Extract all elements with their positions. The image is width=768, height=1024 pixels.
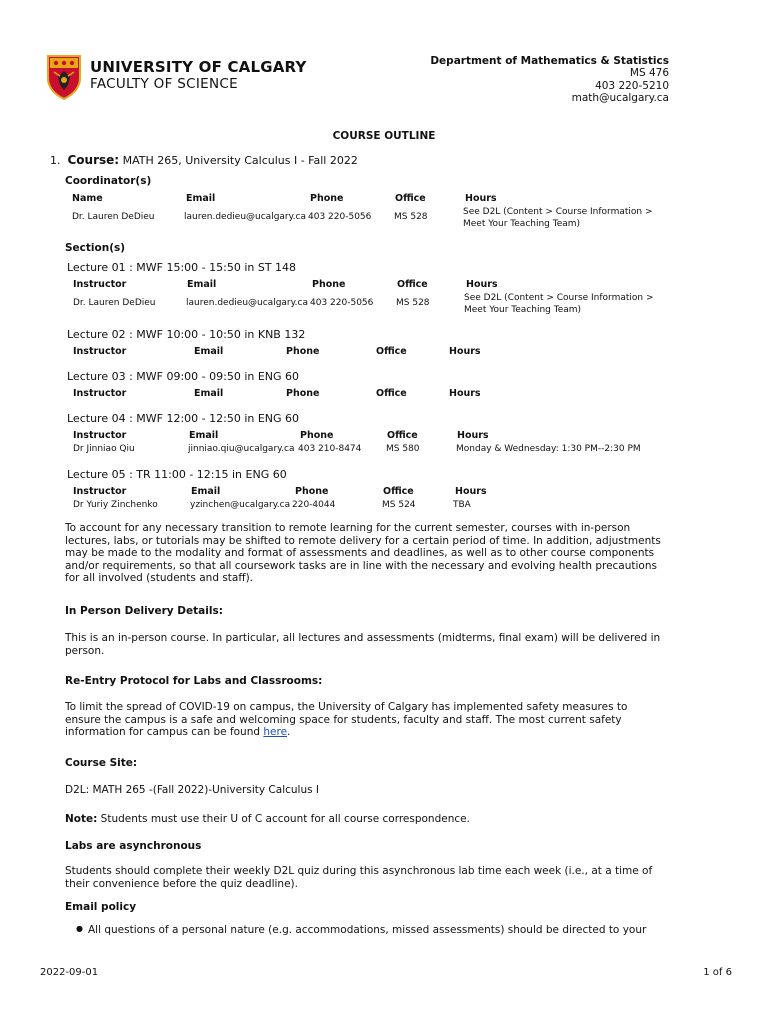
department-phone: 403 220-5210 (595, 79, 669, 92)
lec1-phone: 403 220-5056 (310, 298, 374, 308)
lec4-office: MS 580 (386, 444, 420, 454)
lec1-header-office: Office (397, 279, 428, 290)
coordinator-hours-line1: See D2L (Content > Course Information > (463, 207, 653, 217)
lec2-header-instructor: Instructor (73, 346, 127, 357)
reentry-line: To limit the spread of COVID-19 on campus, the University of Calgary has implemented safety measures to (65, 701, 628, 713)
coordinator-name: Dr. Lauren DeDieu (72, 212, 155, 222)
lec3-header-email: Email (194, 388, 224, 399)
lec2-header-office: Office (376, 346, 407, 357)
university-crest-logo (46, 54, 82, 100)
lec4-header-hours: Hours (457, 430, 489, 441)
email-policy-bullet: All questions of a personal nature (e.g. accommodations, missed assessments) should be directed to your (88, 924, 647, 936)
note-label: Note: (65, 813, 98, 825)
university-name: UNIVERSITY OF CALGARY (90, 58, 307, 76)
lecture-03-title: Lecture 03 : MWF 09:00 - 09:50 in ENG 60 (67, 370, 300, 383)
department-office: MS 476 (629, 67, 669, 80)
lec4-header-email: Email (189, 430, 219, 441)
lec5-phone: 220-4044 (292, 500, 336, 510)
lec5-header-hours: Hours (455, 486, 487, 497)
transition-line: for all involved (students and staff). (65, 572, 254, 584)
footer-date: 2022-09-01 (40, 967, 99, 978)
department-contact (430, 55, 669, 105)
lec4-instructor: Dr Jinniao Qiu (73, 444, 135, 454)
bullet-icon: ● (76, 924, 83, 933)
lec2-header-phone: Phone (286, 346, 320, 357)
note-line (65, 813, 470, 825)
lec3-header-hours: Hours (449, 388, 481, 399)
department-name: Department of Mathematics & Statistics (430, 55, 669, 67)
lec1-email: lauren.dedieu@ucalgary.ca (186, 298, 308, 308)
lecture-04-title: Lecture 04 : MWF 12:00 - 12:50 in ENG 60 (67, 412, 300, 425)
lec1-office: MS 528 (396, 298, 430, 308)
lec1-header-email: Email (187, 279, 217, 290)
coordinator-hours-line2: Meet Your Teaching Team) (463, 219, 581, 229)
labs-line: their convenience before the quiz deadline). (65, 877, 298, 890)
course-site-heading: Course Site: (65, 757, 138, 769)
faculty-name: FACULTY OF SCIENCE (90, 76, 238, 92)
here-link[interactable]: here (263, 726, 288, 738)
lec5-header-phone: Phone (295, 486, 329, 497)
section-number: 1. (50, 154, 61, 167)
lec4-header-phone: Phone (300, 430, 334, 441)
lec5-header-email: Email (191, 486, 221, 497)
note-text: Students must use their U of C account for all course correspondence. (97, 813, 470, 825)
lec1-hours-line2: Meet Your Teaching Team) (464, 305, 582, 315)
transition-paragraph (65, 522, 669, 585)
in-person-heading: In Person Delivery Details: (65, 605, 223, 617)
lec3-header-office: Office (376, 388, 407, 399)
lec4-header-office: Office (387, 430, 418, 441)
transition-line: To account for any necessary transition to remote learning for the current semester, courses with in-person (65, 522, 631, 534)
lec1-header-instructor: Instructor (73, 279, 127, 290)
lec5-email: yzinchen@ucalgary.ca (190, 500, 291, 510)
course-label: Course: (67, 153, 120, 167)
email-policy-heading: Email policy (65, 901, 137, 913)
col-header-name: Name (72, 193, 103, 204)
col-header-office: Office (395, 193, 426, 204)
transition-line: lectures, labs, or tutorials may be shifted to remote delivery for a certain period of time. In addition, adjustments (65, 534, 661, 547)
reentry-line3-end: . (287, 726, 291, 738)
col-header-email: Email (186, 193, 216, 204)
course-line (50, 153, 358, 167)
reentry-paragraph (65, 701, 669, 739)
transition-line: and/or requirements, so that all coursework tasks are in line with the necessary and evolving health precautions (65, 559, 657, 572)
coordinator-phone: 403 220-5056 (308, 212, 372, 222)
lec5-hours: TBA (453, 500, 471, 510)
transition-line: may be made to the modality and format of assessments and deadlines, as well as to other course components (65, 547, 655, 559)
page-title: COURSE OUTLINE (332, 130, 436, 142)
lec5-office: MS 524 (382, 500, 416, 510)
coordinator-email: lauren.dedieu@ucalgary.ca (184, 212, 306, 222)
lec1-header-hours: Hours (466, 279, 498, 290)
labs-line: Students should complete their weekly D2L quiz during this asynchronous lab time each week (i.e., at a time of (65, 865, 653, 877)
course-site-value: D2L: MATH 265 -(Fall 2022)-University Calculus I (65, 784, 320, 796)
lec2-header-hours: Hours (449, 346, 481, 357)
lecture-05-title: Lecture 05 : TR 11:00 - 12:15 in ENG 60 (67, 468, 287, 481)
lec4-header-instructor: Instructor (73, 430, 127, 441)
lec5-instructor: Dr Yuriy Zinchenko (73, 500, 158, 510)
lec1-instructor: Dr. Lauren DeDieu (73, 298, 156, 308)
lec1-hours-line1: See D2L (Content > Course Information > (464, 293, 654, 303)
sections-heading: Section(s) (65, 242, 126, 254)
lec3-header-instructor: Instructor (73, 388, 127, 399)
labs-paragraph (65, 865, 669, 890)
lecture-02-title: Lecture 02 : MWF 10:00 - 10:50 in KNB 132 (67, 328, 306, 341)
lec5-header-instructor: Instructor (73, 486, 127, 497)
department-email: math@ucalgary.ca (571, 92, 669, 105)
lec4-email: jinniao.qiu@ucalgary.ca (188, 444, 295, 454)
lec4-hours: Monday & Wednesday: 1:30 PM--2:30 PM (456, 444, 641, 454)
labs-heading: Labs are asynchronous (65, 840, 202, 852)
lec4-phone: 403 210-8474 (298, 444, 362, 454)
coordinators-heading: Coordinator(s) (65, 175, 152, 187)
lec2-header-email: Email (194, 346, 224, 357)
col-header-phone: Phone (310, 193, 344, 204)
lec3-header-phone: Phone (286, 388, 320, 399)
reentry-line3-text: information for campus can be found (65, 726, 264, 738)
in-person-line: This is an in-person course. In particular, all lectures and assessments (midterms, final exam) will be delivered in (65, 632, 661, 644)
coordinator-office: MS 528 (394, 212, 428, 222)
reentry-line: ensure the campus is a safe and welcoming space for students, faculty and staff. The most current safety (65, 713, 622, 726)
page-number: 1 of 6 (703, 967, 732, 978)
reentry-line (65, 726, 669, 739)
in-person-line: person. (65, 644, 105, 657)
in-person-paragraph (65, 632, 669, 657)
lec5-header-office: Office (383, 486, 414, 497)
course-value: MATH 265, University Calculus I - Fall 2022 (122, 154, 358, 167)
reentry-heading: Re-Entry Protocol for Labs and Classrooms: (65, 675, 323, 687)
lecture-01-title: Lecture 01 : MWF 15:00 - 15:50 in ST 148 (67, 261, 297, 274)
col-header-hours: Hours (465, 193, 497, 204)
lec1-header-phone: Phone (312, 279, 346, 290)
